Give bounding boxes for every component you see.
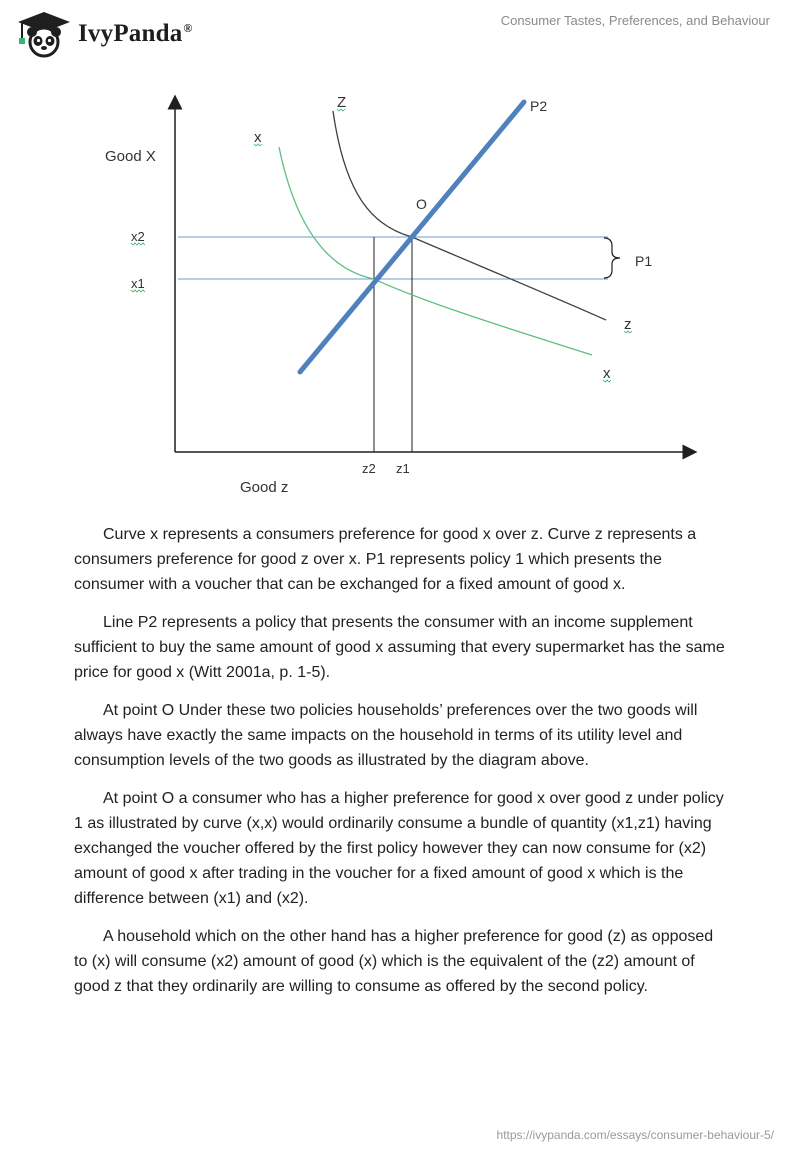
curve-x-label-end: x [603, 365, 611, 382]
paragraph-5: A household which on the other hand has a higher preference for good (z) as opposed to (x) will consume (x2) amount of good (x) which is the equivalent of the (z2) amount of good z that they ordinarily are willing to consume as offered by the second policy. [74, 928, 714, 995]
curve-x-label-top: x [254, 129, 262, 146]
essay-body [74, 522, 726, 1012]
ivypanda-logo[interactable] [16, 10, 193, 58]
diagram-svg [0, 80, 800, 510]
document-title: Consumer Tastes, Preferences, and Behaviour [500, 13, 770, 28]
paragraph-3: At point O Under these two policies households’ preferences over the two goods will always have exactly the same impacts on the household in terms of its utility level and consumption levels of the two goods as illustrated by the diagram above. [74, 702, 698, 769]
paragraph-1: Curve x represents a consumers preference for good x over z. Curve z represents a consumers preference for good z over x. P1 represents policy 1 which presents the consumer with a voucher that can be exchanged for a fixed amount of good x. [74, 526, 697, 593]
page-header [0, 0, 800, 64]
source-url[interactable]: https://ivypanda.com/essays/consumer-behaviour-5/ [496, 1128, 774, 1142]
panda-graduation-icon [16, 10, 72, 58]
tick-x2: x2 [131, 229, 145, 244]
tick-z1: z1 [396, 461, 410, 476]
p1-brace [604, 238, 620, 278]
brand-name: IvyPanda® [78, 20, 193, 47]
p2-label: P2 [530, 98, 548, 114]
tick-x1: x1 [131, 276, 145, 291]
curve-z-label-top: Z [337, 94, 347, 111]
curve-z-label-end: z [624, 316, 632, 333]
paragraph-2: Line P2 represents a policy that presents the consumer with an income supplement sufficient to buy the same amount of good x assuming that every supermarket has the same price for good x (Witt 2001a, p. 1-5). [74, 614, 725, 681]
point-o-label: O [416, 196, 427, 212]
paragraph-4: At point O a consumer who has a higher preference for good x over good z under policy 1 as illustrated by curve (x,x) would ordinarily consume a bundle of quantity (x1,z1) having exchanged the voucher offered by the first policy however they can now consume for (x2) amount of good x after trading in the voucher for a fixed amount of good x which is the difference between (x1) and (x2). [74, 790, 724, 907]
x-axis-label: Good z [240, 479, 289, 496]
p1-label: P1 [635, 253, 653, 269]
preference-diagram [0, 80, 800, 510]
tick-z2: z2 [362, 461, 376, 476]
curve-x [279, 147, 592, 355]
y-axis-label: Good X [105, 148, 156, 165]
